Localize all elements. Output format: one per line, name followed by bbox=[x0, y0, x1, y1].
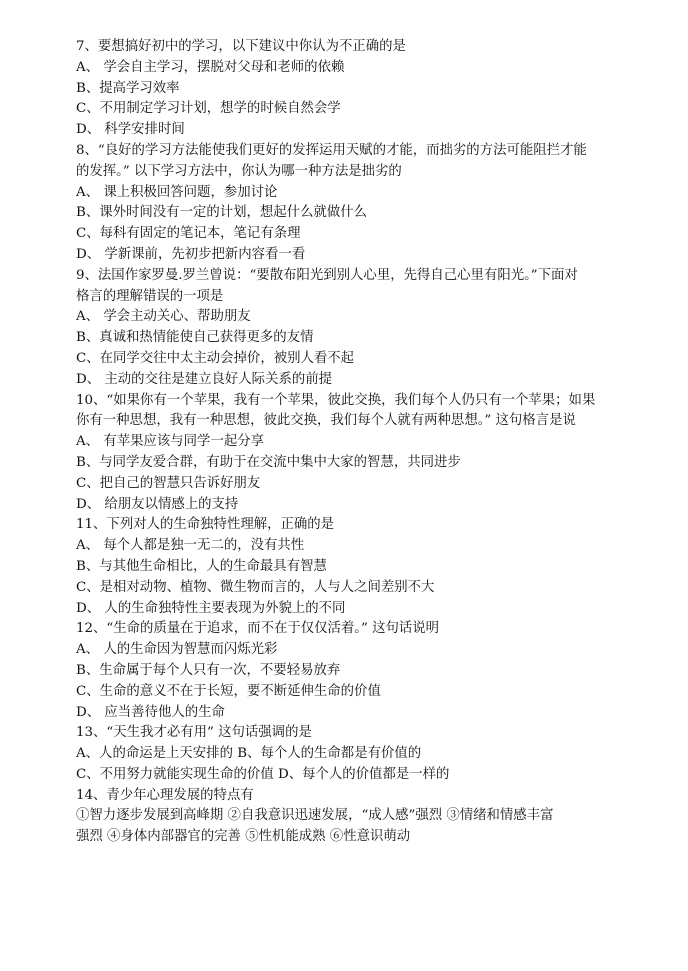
answer-option: D、 学新课前，先初步把新内容看一看 bbox=[76, 246, 306, 262]
question-stem: 12、“生命的质量在于追求，而不在于仅仅活着。” 这句话说明 bbox=[76, 621, 440, 637]
question-9 bbox=[76, 266, 616, 391]
answer-option: A、 每个人都是独一无二的，没有共性 bbox=[76, 538, 305, 554]
answer-option: C、是相对动物、植物、微生物而言的，人与人之间差别不大 bbox=[76, 579, 435, 595]
question-13 bbox=[76, 723, 616, 785]
answer-option: C、生命的意义不在于长短，要不断延伸生命的价值 bbox=[76, 683, 381, 699]
answer-option: A、 学会主动关心、帮助朋友 bbox=[76, 309, 251, 325]
answer-option: B、与同学友爱合群，有助于在交流中集中大家的智慧，共同进步 bbox=[76, 454, 461, 470]
answer-option: D、 给朋友以情感上的支持 bbox=[76, 496, 239, 512]
answer-option: A、 有苹果应该与同学一起分享 bbox=[76, 434, 265, 450]
answer-option: ①智力逐步发展到高峰期 ②自我意识迅速发展，“成人感”强烈 ③情绪和情感丰富 bbox=[76, 808, 554, 824]
answer-option: B、与其他生命相比，人的生命最具有智慧 bbox=[76, 558, 327, 574]
question-stem: 7、要想搞好初中的学习，以下建议中你认为不正确的是 bbox=[76, 39, 406, 54]
answer-option: C、在同学交往中太主动会掉价，被别人看不起 bbox=[76, 350, 355, 366]
question-stem: 的发挥。” 以下学习方法中，你认为哪一种方法是拙劣的 bbox=[76, 163, 402, 179]
question-8 bbox=[76, 141, 616, 266]
answer-option: A、 学会自主学习，摆脱对父母和老师的依赖 bbox=[76, 59, 345, 75]
question-stem: 9、法国作家罗曼.罗兰曾说：“要散布阳光到别人心里，先得自己心里有阳光。”下面对 bbox=[76, 267, 578, 283]
answer-option: B、生命属于每个人只有一次，不要轻易放弃 bbox=[76, 662, 341, 678]
question-stem: 13、“天生我才必有用” 这句话强调的是 bbox=[76, 725, 312, 741]
answer-option: A、人的命运是上天安排的 B、每个人的生命都是有价值的 bbox=[76, 746, 422, 762]
question-11 bbox=[76, 515, 616, 619]
question-list bbox=[76, 37, 616, 848]
answer-option: B、课外时间没有一定的计划，想起什么就做什么 bbox=[76, 205, 368, 221]
answer-option: B、真诚和热情能使自己获得更多的友情 bbox=[76, 330, 314, 346]
answer-option: A、 人的生命因为智慧而闪烁光彩 bbox=[76, 642, 278, 658]
answer-option: D、 应当善待他人的生命 bbox=[76, 704, 225, 720]
question-stem: 8、“良好的学习方法能使我们更好的发挥运用天赋的才能，而拙劣的方法可能阻拦才能 bbox=[76, 142, 587, 158]
answer-option: A、 课上积极回答问题，参加讨论 bbox=[76, 184, 278, 200]
answer-option: B、提高学习效率 bbox=[76, 80, 180, 96]
question-stem: 格言的理解错误的一项是 bbox=[76, 288, 224, 304]
question-stem: 你有一种思想，我有一种思想，彼此交换，我们每个人就有两种思想。” 这句格言是说 bbox=[76, 413, 576, 429]
answer-option: D、 科学安排时间 bbox=[76, 122, 185, 138]
question-stem: 11、下列对人的生命独特性理解，正确的是 bbox=[76, 517, 335, 533]
answer-option: D、 人的生命独特性主要表现为外貌上的不同 bbox=[76, 600, 346, 616]
question-stem: 14、青少年心理发展的特点有 bbox=[76, 787, 254, 803]
answer-option: C、每科有固定的笔记本，笔记有条理 bbox=[76, 226, 301, 242]
question-14 bbox=[76, 786, 616, 848]
answer-option: C、不用制定学习计划，想学的时候自然会学 bbox=[76, 101, 341, 117]
answer-option: C、把自己的智慧只告诉好朋友 bbox=[76, 475, 261, 491]
answer-option: C、不用努力就能实现生命的价值 D、每个人的价值都是一样的 bbox=[76, 766, 450, 782]
question-12 bbox=[76, 619, 616, 723]
question-7 bbox=[76, 37, 616, 141]
answer-option: D、 主动的交往是建立良好人际关系的前提 bbox=[76, 371, 333, 387]
question-10 bbox=[76, 391, 616, 516]
answer-option: 强烈 ④身体内部器官的完善 ⑤性机能成熟 ⑥性意识萌动 bbox=[76, 829, 411, 845]
question-stem: 10、“如果你有一个苹果，我有一个苹果，彼此交换，我们每个人仍只有一个苹果；如果 bbox=[76, 392, 596, 408]
